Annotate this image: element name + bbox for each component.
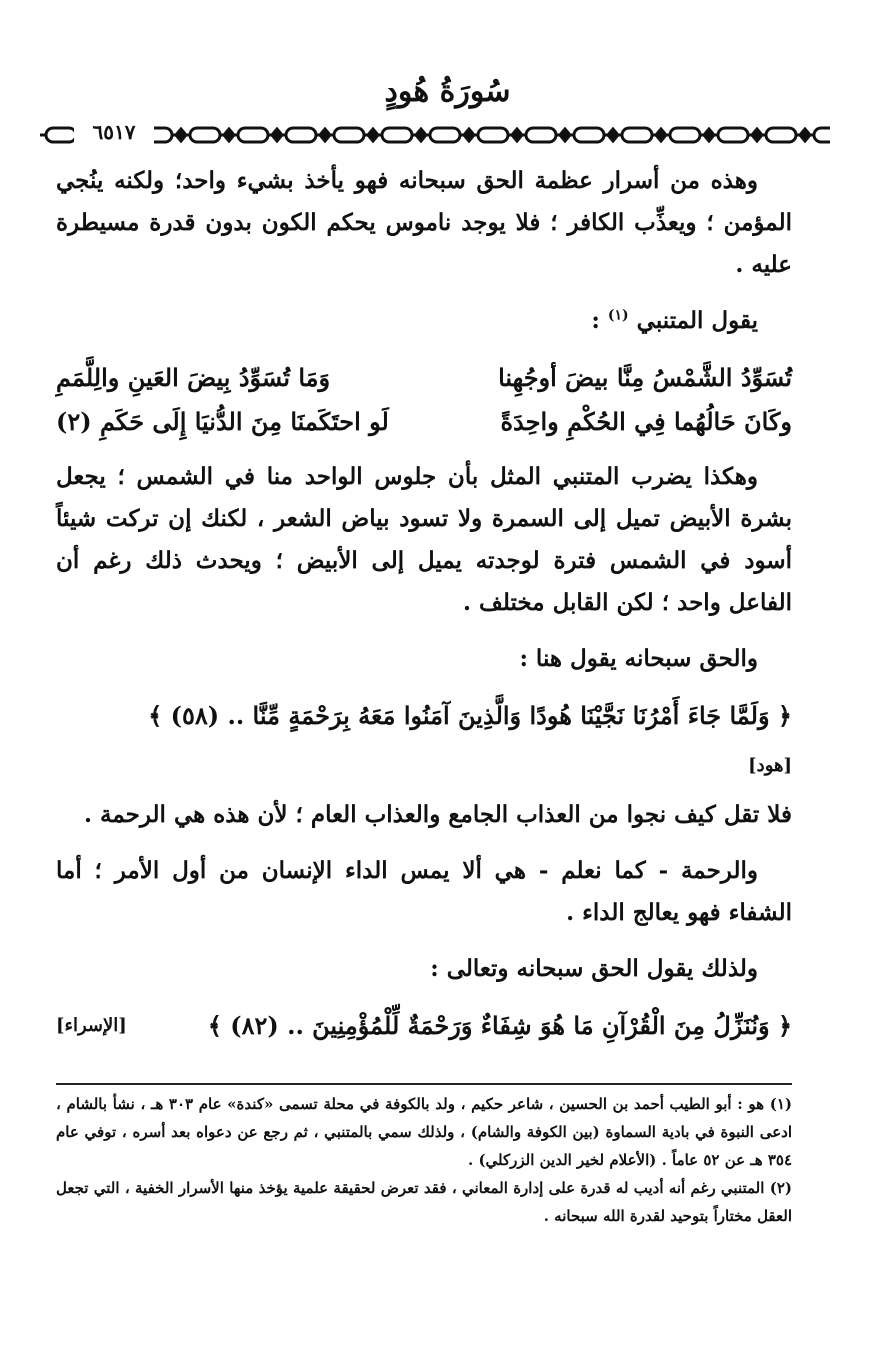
sura-reference: [الإسراء]: [56, 1015, 127, 1036]
poet-intro-colon: :: [591, 307, 600, 334]
verse-left-hemistich: لَو احتَكَمنَا مِنَ الدُّنيَا إِلَى حَكَمِ (٢): [56, 407, 389, 436]
poem-verse: [56, 356, 792, 400]
page-number: ٦٥١٧: [74, 118, 154, 146]
quran-verse: ﴿ وَلَمَّا جَاءَ أَمْرُنَا نَجَّيْنَا هُودًا وَالَّذِينَ آمَنُوا مَعَهُ بِرَحْمَةٍ مِّنَّا .. (٥٨) ﴾: [148, 701, 792, 730]
paragraph: ولذلك يقول الحق سبحانه وتعالى :: [430, 955, 758, 982]
ornament-border: [40, 124, 830, 146]
paragraph: والحق سبحانه يقول هنا :: [519, 645, 758, 672]
paragraph: والرحمة - كما نعلم - هي ألا يمس الداء الإنسان من أول الأمر ؛ أما الشفاء فهو يعالج الداء .: [56, 857, 792, 926]
surah-title: سُورَةُ هُودٍ: [384, 74, 511, 109]
verse-right-hemistich: تُسَوِّدُ الشَّمْسُ مِنَّا بيضَ أوجُهِنا: [498, 363, 792, 392]
poem: [56, 356, 792, 444]
footnote-ref: (١): [607, 307, 629, 324]
quran-verse-line: [56, 1004, 792, 1048]
quran-verse: ﴿ وَنُنَزِّلُ مِنَ الْقُرْآنِ مَا هُوَ شِفَاءٌ وَرَحْمَةٌ لِّلْمُؤْمِنِينَ .. (٨٢) ﴾: [207, 1011, 792, 1040]
footnotes: [56, 1090, 792, 1230]
poem-verse: [56, 400, 792, 444]
sura-reference: [هود]: [748, 755, 792, 776]
footnote-divider: [56, 1083, 792, 1085]
paragraph: وهذه من أسرار عظمة الحق سبحانه فهو يأخذ بشيء واحد؛ ولكنه ينُجي المؤمن ؛ ويعذِّب الكافر ؛ فلا يوجد ناموس يحكم الكون بدون قدرة مسيطرة عليه .: [56, 167, 792, 278]
verse-right-hemistich: وكَانَ حَالُهُما فِي الحُكْمِ واحِدَةً: [500, 407, 792, 436]
main-text: [56, 160, 792, 1048]
poet-intro: [56, 300, 792, 342]
footnote: (١) هو : أبو الطيب أحمد بن الحسين ، شاعر حكيم ، ولد بالكوفة في محلة تسمى «كندة» عام ٣٠٣ هـ ، نشأ بالشام ، ادعى النبوة في بادية السماوة (بين الكوفة والشام) ، ولذلك سمي بالمتنبي ، ثم رجع عن دعواه بعد أسره ، توفي عام ٣٥٤ هـ عن ٥٢ عاماً . (الأعلام لخير الدين الزركلي) .: [56, 1095, 792, 1169]
verse-left-hemistich: وَمَا تُسَوِّدُ بِيضَ العَينِ والِلَّمَمِ: [56, 363, 331, 392]
poet-intro-text: يقول المتنبي: [636, 307, 758, 334]
footnote: (٢) المتنبي رغم أنه أديب له قدرة على إدارة المعاني ، فقد تعرض لحقيقة علمية يؤخذ منها الأسرار الخفية ، التي تجعل العقل مختاراً بتوحيد لقدرة الله سبحانه .: [56, 1179, 792, 1225]
paragraph: وهكذا يضرب المتنبي المثل بأن جلوس الواحد منا في الشمس ؛ يجعل بشرة الأبيض تميل إلى السمرة ولا تسود بياض الشعر ، لكنك إن تركت شيئاً أسود في الشمس فترة لوجدته يميل إلى الأبيض ؛ ويحدث ذلك رغم أن الفاعل واحد ؛ لكن القابل مختلف .: [56, 463, 792, 616]
paragraph: فلا تقل كيف نجوا من العذاب الجامع والعذاب العام ؛ لأن هذه هي الرحمة .: [83, 801, 792, 828]
